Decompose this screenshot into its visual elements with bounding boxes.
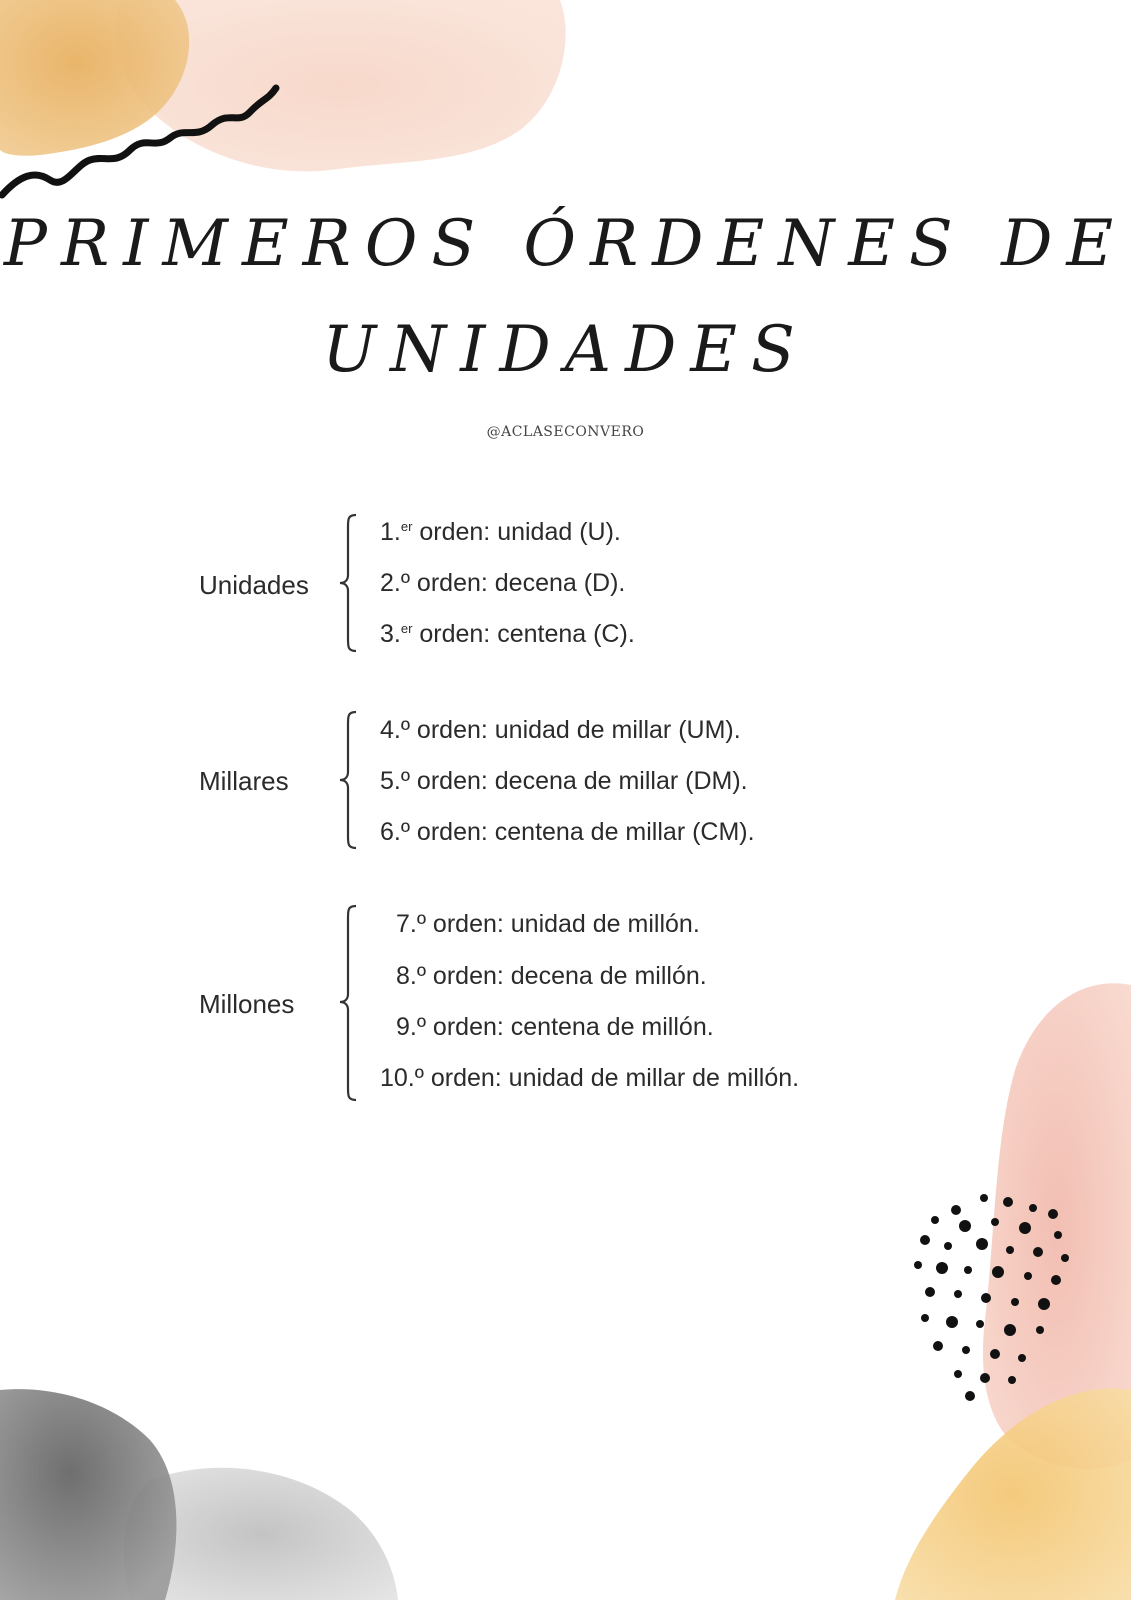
order-item-10: 10.º orden: unidad de millar de millón.	[380, 1064, 800, 1092]
order-item-8: 8.º orden: decena de millón.	[396, 962, 707, 990]
page-title-line-1: PRIMEROS ÓRDENES DE	[3, 207, 1128, 281]
order-item-7: 7.º orden: unidad de millón.	[396, 910, 700, 938]
group-label-millones: Millones	[199, 989, 295, 1019]
group-label-unidades: Unidades	[199, 570, 309, 600]
gray-blob-dark	[0, 1389, 176, 1600]
author-handle: @ACLASECONVERO	[486, 424, 645, 440]
order-item-9: 9.º orden: centena de millón.	[396, 1013, 714, 1041]
order-item-2: 2.º orden: decena (D).	[380, 569, 626, 597]
brace-millares	[338, 710, 362, 850]
group-label-millares: Millares	[199, 766, 289, 796]
order-item-4: 4.º orden: unidad de millar (UM).	[380, 716, 741, 744]
brace-unidades	[338, 513, 362, 653]
order-item-5: 5.º orden: decena de millar (DM).	[380, 767, 748, 795]
order-item-6: 6.º orden: centena de millar (CM).	[380, 818, 755, 846]
order-item-1: 1.$^{er}$ orden: unidad (U).	[380, 518, 621, 546]
ochre-blob-top	[0, 0, 189, 156]
page-title-line-2: UNIDADES	[322, 313, 809, 387]
order-item-3: 3.$^{er}$ orden: centena (C).	[380, 620, 635, 648]
brace-millones	[338, 904, 362, 1102]
